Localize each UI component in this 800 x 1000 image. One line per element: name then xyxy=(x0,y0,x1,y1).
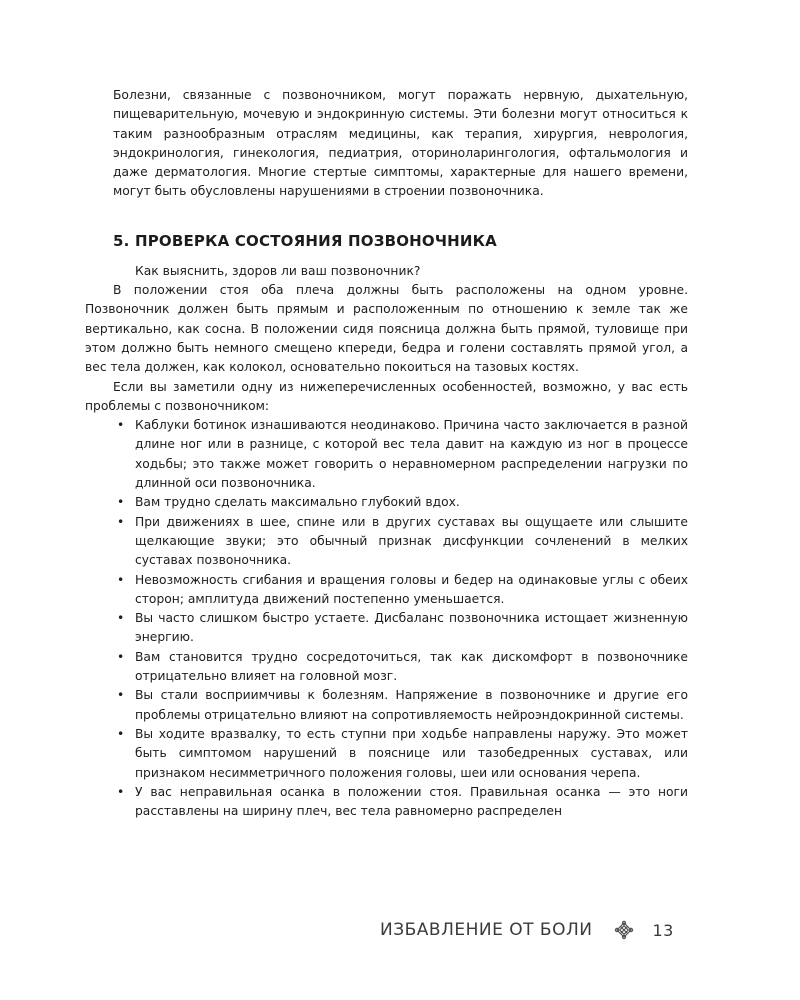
list-item: • При движениях в шее, спине или в других суставах вы ощущаете или слышите щелкающие звуки; это обычный признак дисфункции сочленений в мелких суставах позвоночника. xyxy=(135,513,688,571)
list-item: • Невозможность сгибания и вращения головы и бедер на одинаковые углы с обеих сторон; амплитуда движений постепенно уменьшается. xyxy=(135,571,688,610)
list-item: • Вам трудно сделать максимально глубокий вдох. xyxy=(135,493,688,512)
symptom-list xyxy=(113,416,688,821)
lead-in-paragraph: Если вы заметили одну из нижеперечисленных особенностей, возможно, у вас есть проблемы с позвоночником: xyxy=(85,379,688,413)
list-item: • Вы стали восприимчивы к болезням. Напряжение в позвоночнике и другие его проблемы отрицательно влияют на сопротивляемость нейроэндокринной системы. xyxy=(135,686,688,725)
running-title: ИЗБАВЛЕНИЕ ОТ БОЛИ xyxy=(380,920,593,940)
page-body xyxy=(85,86,688,821)
question-line: Как выяснить, здоров ли ваш позвоночник? xyxy=(135,263,421,278)
page-footer xyxy=(380,918,690,942)
intro-paragraph: Болезни, связанные с позвоночником, могут поражать нервную, дыхательную, пищеварительную, мочевую и эндокринную системы. Эти болезни могут относиться к таким разнообразным отраслям медицины, как терапия, хирургия, неврология, эндокринология, гинекология, педиатрия, оториноларингология, офтальмология и даже дерматология. Многие стертые симптомы, характерные для нашего времени, могут быть обусловлены нарушениями в строении позвоночника. xyxy=(113,88,688,199)
list-item: • Вы ходите вразвалку, то есть ступни при ходьбе направлены наружу. Это может быть симптомом нарушений в пояснице или тазобедренных суставах, или признаком несимметричного положения головы, шеи или основания черепа. xyxy=(135,725,688,783)
posture-paragraph: В положении стоя оба плеча должны быть расположены на одном уровне. Позвоночник должен быть прямым и расположенным по отношению к земле так же вертикально, как сосна. В положении сидя поясница должна быть прямой, туловище при этом должно быть немного смещено кпереди, бедра и голени составлять прямой угол, а вес тела должен, как колокол, основательно покоиться на тазовых костях. xyxy=(85,283,688,375)
list-item: • Вам становится трудно сосредоточиться, так как дискомфорт в позвоночнике отрицательно влияет на головной мозг. xyxy=(135,648,688,687)
endless-knot-icon xyxy=(614,920,634,940)
section-heading: 5. ПРОВЕРКА СОСТОЯНИЯ ПОЗВОНОЧНИКА xyxy=(113,231,497,250)
list-item: • Каблуки ботинок изнашиваются неодинаково. Причина часто заключается в разной длине ног или в разнице, с которой вес тела давит на каждую из ног в процессе ходьбы; это также может говорить о неравномерном распределении нагрузки по длинной оси позвоночника. xyxy=(135,416,688,493)
page-number: 13 xyxy=(652,920,674,940)
list-item: • У вас неправильная осанка в положении стоя. Правильная осанка — это ноги расставлены на ширину плеч, вес тела равномерно распределен xyxy=(135,783,688,822)
list-item: • Вы часто слишком быстро устаете. Дисбаланс позвоночника истощает жизненную энергию. xyxy=(135,609,688,648)
